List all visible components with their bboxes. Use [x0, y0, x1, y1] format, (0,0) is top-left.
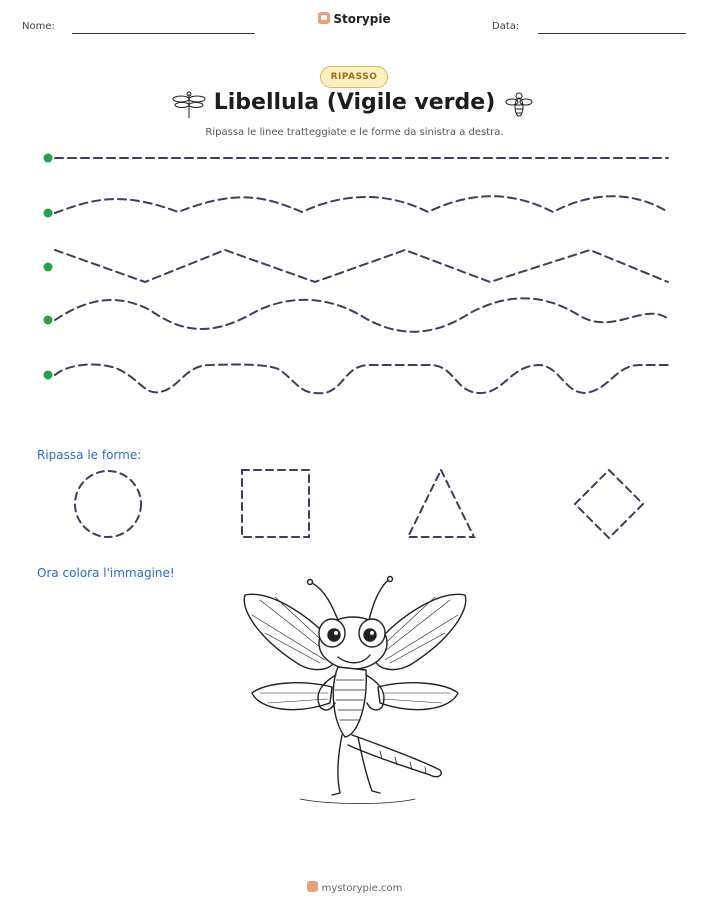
brand-name: Storypie	[333, 12, 391, 26]
trace-line-wave	[55, 196, 668, 213]
start-dot	[44, 263, 53, 272]
tracing-lines[interactable]	[0, 0, 709, 420]
start-dot	[44, 209, 53, 218]
trace-circle	[75, 471, 141, 537]
shapes-section-label: Ripassa le forme:	[37, 448, 142, 462]
trace-line-zigzag	[55, 250, 668, 282]
footer	[0, 881, 709, 894]
start-dot	[44, 154, 53, 163]
trace-line-wave-2	[55, 298, 670, 331]
footer-site[interactable]: mystorypie.com	[321, 883, 403, 894]
review-badge: RIPASSO	[320, 66, 388, 88]
start-dots	[44, 154, 53, 380]
storypie-footer-logo-icon	[307, 881, 318, 892]
trace-triangle	[408, 470, 474, 537]
page-title: Libellula (Vigile verde)	[213, 90, 496, 115]
date-label: Data:	[492, 21, 520, 32]
trace-diamond	[575, 470, 643, 538]
start-dot	[44, 371, 53, 380]
name-label: Nome:	[22, 21, 55, 32]
start-dot	[44, 316, 53, 325]
trace-square	[242, 470, 309, 537]
trace-line-bump	[55, 365, 670, 394]
coloring-section-label: Ora colora l'immagine!	[37, 566, 175, 580]
dragonfly-coloring-illustration[interactable]	[240, 575, 470, 805]
page-subtitle: Ripassa le linee tratteggiate e le forme da sinistra a destra.	[205, 127, 504, 138]
tracing-shapes[interactable]	[0, 460, 709, 550]
